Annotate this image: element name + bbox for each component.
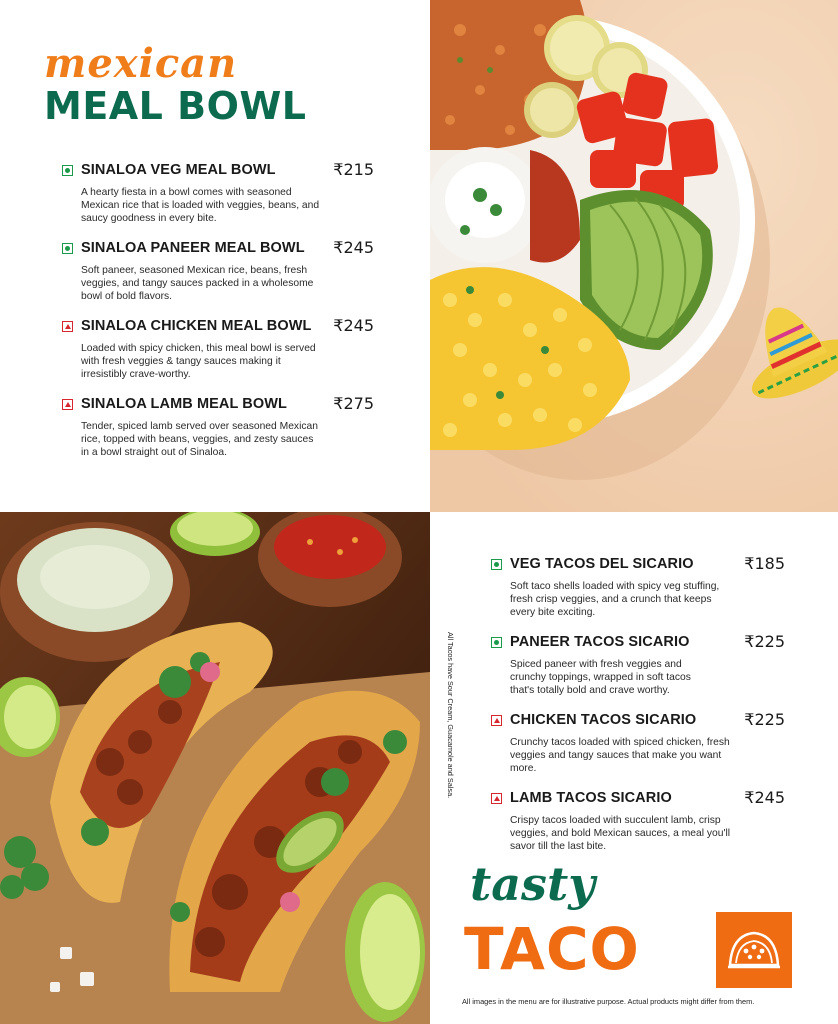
item-name: SINALOA CHICKEN MEAL BOWL xyxy=(81,318,312,334)
tacos-side-note xyxy=(445,632,455,812)
meal-bowl-title-script: mexican xyxy=(44,40,238,87)
non-veg-icon xyxy=(491,793,502,804)
item-name: SINALOA PANEER MEAL BOWL xyxy=(81,240,305,256)
meal-bowl-heading xyxy=(44,40,307,128)
veg-icon xyxy=(491,559,502,570)
item-name: CHICKEN TACOS SICARIO xyxy=(510,712,697,728)
item-price: ₹225 xyxy=(744,632,785,651)
taco-badge xyxy=(716,912,792,988)
menu-item-veg-tacos xyxy=(491,554,785,619)
item-name: SINALOA LAMB MEAL BOWL xyxy=(81,396,287,412)
item-description: A hearty fiesta in a bowl comes with seasoned Mexican rice that is loaded with veggies, beans, and saucy goodness in every bite. xyxy=(81,187,320,224)
taco-icon xyxy=(726,927,782,973)
chicken-tacos-photo xyxy=(0,512,430,1024)
item-price: ₹245 xyxy=(333,238,374,257)
burrito-bowl-photo xyxy=(430,0,838,512)
item-description: Spiced paneer with fresh veggies and crunchy toppings, wrapped in soft tacos that's totally bold and crave worthy. xyxy=(510,659,691,696)
item-price: ₹275 xyxy=(333,394,374,413)
menu-item-veg-bowl xyxy=(62,160,374,225)
tasty-taco-title-bold: TACO xyxy=(464,915,640,983)
item-price: ₹245 xyxy=(333,316,374,335)
item-price: ₹185 xyxy=(744,554,785,573)
item-name: VEG TACOS DEL SICARIO xyxy=(510,556,694,572)
non-veg-icon xyxy=(62,321,73,332)
item-name: SINALOA VEG MEAL BOWL xyxy=(81,162,276,178)
menu-item-chicken-tacos xyxy=(491,710,785,775)
veg-icon xyxy=(62,243,73,254)
veg-icon xyxy=(491,637,502,648)
disclaimer-text: All images in the menu are for illustrative purpose. Actual products might differ from them. xyxy=(462,997,755,1006)
item-description: Loaded with spicy chicken, this meal bowl is served with fresh veggies & tangy sauces making it irresistibly crave-worthy. xyxy=(81,343,316,380)
item-description: Soft paneer, seasoned Mexican rice, beans, fresh veggies, and tangy sauces packed in a wholesome bowl of bold flavors. xyxy=(81,265,314,302)
item-name: LAMB TACOS SICARIO xyxy=(510,790,672,806)
item-description: Soft taco shells loaded with spicy veg stuffing, fresh crisp veggies, and a crunch that keeps every bite exciting. xyxy=(510,581,720,618)
item-description: Crunchy tacos loaded with spiced chicken, fresh veggies and tangy sauces that make you want more. xyxy=(510,737,730,774)
side-note-text: All Tacos have Sour Cream, Guacamole and Salsa. xyxy=(446,632,455,799)
menu-item-lamb-bowl xyxy=(62,394,374,459)
item-price: ₹245 xyxy=(744,788,785,807)
veg-icon xyxy=(62,165,73,176)
menu-item-chicken-bowl xyxy=(62,316,374,381)
item-price: ₹225 xyxy=(744,710,785,729)
non-veg-icon xyxy=(491,715,502,726)
meal-bowl-title-bold: MEAL BOWL xyxy=(44,84,307,128)
item-description: Tender, spiced lamb served over seasoned Mexican rice, topped with beans, veggies, and zesty sauces in a bowl straight out of Sinaloa. xyxy=(81,421,318,458)
item-name: PANEER TACOS SICARIO xyxy=(510,634,690,650)
tasty-taco-title-script: tasty xyxy=(470,857,595,911)
item-description: Crispy tacos loaded with succulent lamb, crisp veggies, and bold Mexican sauces, a meal you'll savor till the last bite. xyxy=(510,815,731,852)
menu-item-paneer-bowl xyxy=(62,238,374,303)
menu-item-paneer-tacos xyxy=(491,632,785,697)
non-veg-icon xyxy=(62,399,73,410)
item-price: ₹215 xyxy=(333,160,374,179)
menu-item-lamb-tacos xyxy=(491,788,785,853)
